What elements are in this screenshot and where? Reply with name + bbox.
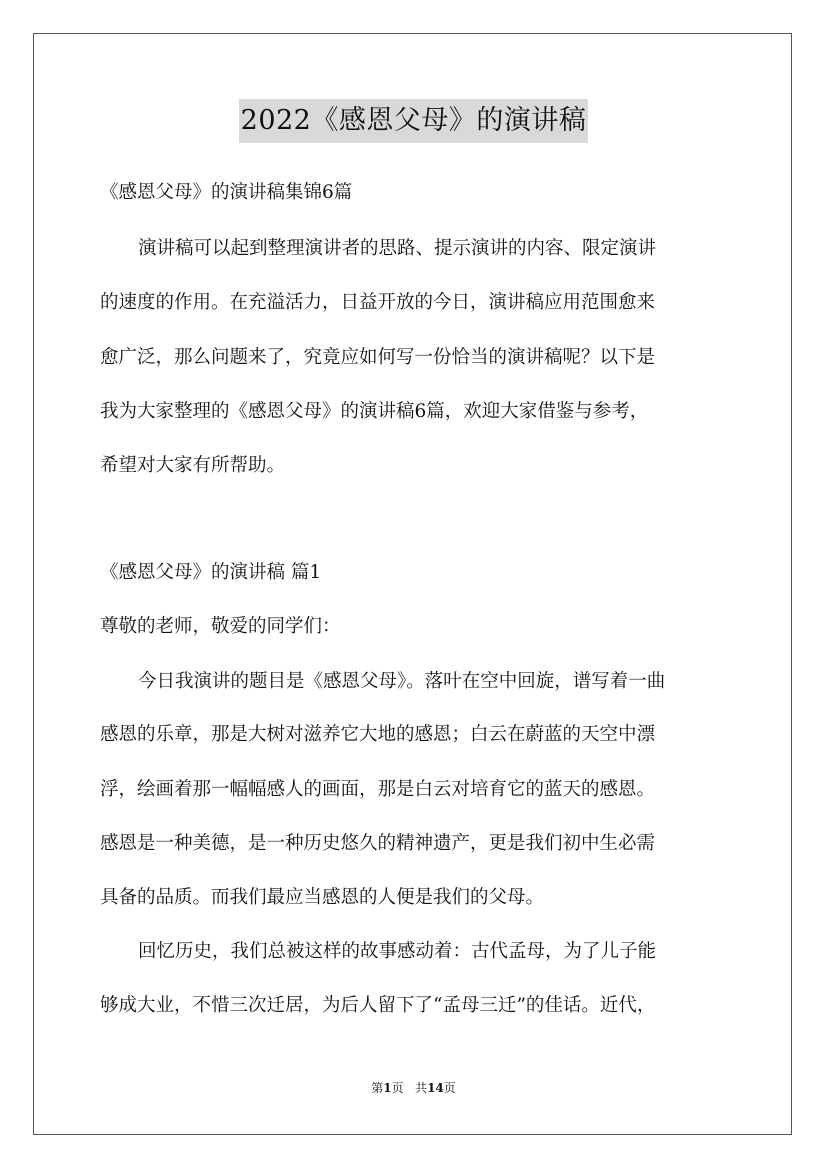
intro-line: 希望对大家有所帮助。	[100, 455, 286, 476]
body-line: 够成大业，不惜三次迁居，为后人留下了“孟母三迁”的佳话。近代，	[100, 995, 656, 1016]
document-title: 2022《感恩父母》的演讲稿	[239, 99, 589, 143]
body-line: 回忆历史，我们总被这样的故事感动着：古代孟母，为了儿子能	[138, 941, 657, 962]
body-line: 今日我演讲的题目是《感恩父母》。落叶在空中回旋，谱写着一曲	[138, 671, 666, 692]
document-subtitle: 《感恩父母》的演讲稿集锦6篇	[100, 182, 353, 203]
intro-line: 愈广泛，那么问题来了，究竟应如何写一份恰当的演讲稿呢？以下是	[100, 347, 656, 368]
footer-page-number: 1	[383, 1081, 392, 1095]
intro-line: 的速度的作用。在充溢活力，日益开放的今日，演讲稿应用范围愈来	[100, 292, 656, 313]
page-footer	[0, 1080, 827, 1096]
footer-total-suffix: 页	[443, 1081, 456, 1095]
body-line: 具备的品质。而我们最应当感恩的人便是我们的父母。	[100, 887, 545, 908]
salutation: 尊敬的老师，敬爱的同学们：	[100, 616, 341, 637]
body-line: 感恩的乐章，那是大树对滋养它大地的感恩；白云在蔚蓝的天空中漂	[100, 724, 656, 745]
footer-total-prefix: 共	[415, 1081, 428, 1095]
footer-page-prefix: 第	[371, 1081, 384, 1095]
section-heading: 《感恩父母》的演讲稿 篇1	[100, 562, 322, 583]
intro-line: 我为大家整理的《感恩父母》的演讲稿6篇，欢迎大家借鉴与参考，	[100, 401, 649, 422]
title-container	[0, 99, 827, 143]
body-line: 浮，绘画着那一幅幅感人的画面，那是白云对培育它的蓝天的感恩。	[100, 779, 656, 800]
body-line: 感恩是一种美德，是一种历史悠久的精神遗产，更是我们初中生必需	[100, 833, 656, 854]
intro-line: 演讲稿可以起到整理演讲者的思路、提示演讲的内容、限定演讲	[138, 238, 657, 259]
footer-total-pages: 14	[427, 1081, 444, 1095]
footer-page-suffix: 页	[391, 1081, 404, 1095]
